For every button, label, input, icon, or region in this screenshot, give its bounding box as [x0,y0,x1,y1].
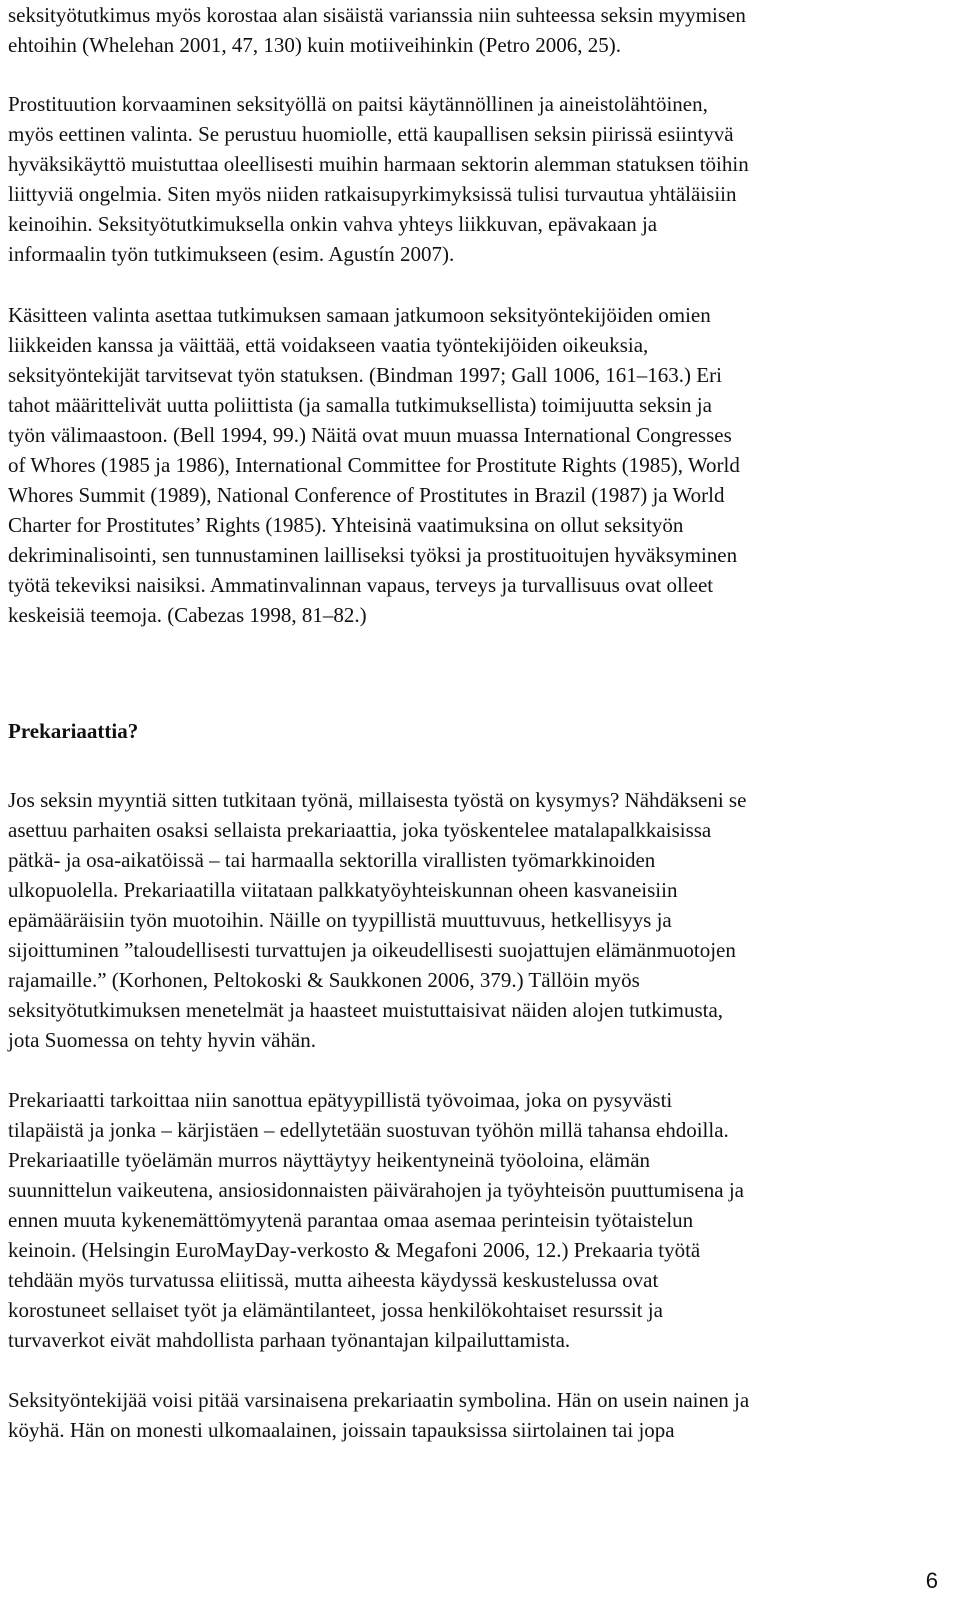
text-line: hyväksikäyttö muistuttaa oleellisesti muihin harmaan sektorin alemman statuksen töihin [8,152,749,176]
text-line: korostuneet sellaiset työt ja elämäntilanteet, jossa henkilökohtaiset resurssit ja [8,1298,663,1322]
text-line: jota Suomessa on tehty hyvin vähän. [8,1028,316,1052]
text-line: suunnittelun vaikeutena, ansiosidonnaisten päivärahojen ja työyhteisön puuttumisena ja [8,1178,745,1202]
text-line: työtä tekeviksi naisiksi. Ammatinvalinnan vapaus, terveys ja turvallisuus ovat olleet [8,573,714,597]
text-line: pätkä- ja osa-aikatöissä – tai harmaalla sektorilla virallisten työmarkkinoiden [8,848,656,872]
paragraph-5 [8,1085,938,1355]
paragraph-6 [8,1385,938,1445]
text-line: sijoittuminen ”taloudellisesti turvattujen ja oikeudellisesti suojattujen elämänmuotojen [8,938,736,962]
text-line: myös eettinen valinta. Se perustuu huomiolle, että kaupallisen seksin piirissä esiintyvä [8,122,734,146]
paragraph-4 [8,785,938,1055]
paragraph-2 [8,89,938,269]
text-line: informaalin työn tutkimukseen (esim. Agustín 2007). [8,242,455,266]
text-line: Charter for Prostitutes’ Rights (1985). Yhteisinä vaatimuksina on ollut seksityön [8,513,684,537]
paragraph-3 [8,300,938,630]
text-line: tahot määrittelivät uutta poliittista (ja samalla tutkimuksellista) toimijuutta seksin ja [8,393,712,417]
text-line: keinoihin. Seksityötutkimuksella onkin vahva yhteys liikkuvan, epävakaan ja [8,212,658,236]
text-line: keskeisiä teemoja. (Cabezas 1998, 81–82.) [8,603,367,627]
text-line: työn välimaastoon. (Bell 1994, 99.) Näitä ovat muun muassa International Congresses [8,423,732,447]
text-line: dekriminalisointi, sen tunnustaminen lailliseksi työksi ja prostituoitujen hyväksyminen [8,543,738,567]
text-line: tehdään myös turvatussa eliitissä, mutta aiheesta käydyssä keskustelussa ovat [8,1268,659,1292]
text-line: Jos seksin myyntiä sitten tutkitaan työnä, millaisesta työstä on kysymys? Nähdäkseni se [8,788,747,812]
text-line: ehtoihin (Whelehan 2001, 47, 130) kuin motiiveihinkin (Petro 2006, 25). [8,33,621,57]
text-line: Prekariaatille työelämän murros näyttäytyy heikentyneinä työoloina, elämän [8,1148,651,1172]
text-line: turvaverkot eivät mahdollista parhaan työnantajan kilpailuttamista. [8,1328,571,1352]
text-line: ulkopuolella. Prekariaatilla viitataan palkkatyöyhteiskunnan oheen kasvaneisiin [8,878,678,902]
text-line: Käsitteen valinta asettaa tutkimuksen samaan jatkumoon seksityöntekijöiden omien [8,303,711,327]
text-line: rajamaille.” (Korhonen, Peltokoski & Saukkonen 2006, 379.) Tällöin myös [8,968,640,992]
text-line: seksityötutkimuksen menetelmät ja haasteet muistuttaisivat näiden alojen tutkimusta, [8,998,724,1022]
text-line: asettuu parhaiten osaksi sellaista prekariaattia, joka työskentelee matalapalkkaisissa [8,818,712,842]
text-line: of Whores (1985 ja 1986), International Committee for Prostitute Rights (1985), World [8,453,740,477]
text-line: Prekariaatti tarkoittaa niin sanottua epätyypillistä työvoimaa, joka on pysyvästi [8,1088,673,1112]
section-heading: Prekariaattia? [8,719,139,743]
text-line: Prostituution korvaaminen seksityöllä on paitsi käytännöllinen ja aineistolähtöinen, [8,92,708,116]
text-line: liittyviä ongelmia. Siten myös niiden ratkaisupyrkimyksissä tulisi turvautua yhtäläisiin [8,182,737,206]
paragraph-1 [8,0,938,60]
text-line: seksityöntekijät tarvitsevat työn statuksen. (Bindman 1997; Gall 1006, 161–163.) Eri [8,363,722,387]
text-line: keinoin. (Helsingin EuroMayDay-verkosto & Megafoni 2006, 12.) Prekaaria työtä [8,1238,701,1262]
text-line: seksityötutkimus myös korostaa alan sisäistä varianssia niin suhteessa seksin myymisen [8,3,746,27]
text-line: liikkeiden kanssa ja väittää, että voidakseen vaatia työntekijöiden oikeuksia, [8,333,649,357]
text-line: Whores Summit (1989), National Conference of Prostitutes in Brazil (1987) ja World [8,483,725,507]
page-number: 6 [925,1568,938,1593]
text-line: tilapäistä ja jonka – kärjistäen – edellytetään suostuvan työhön millä tahansa ehdoilla. [8,1118,729,1142]
text-line: köyhä. Hän on monesti ulkomaalainen, joissain tapauksissa siirtolainen tai jopa [8,1418,675,1442]
text-line: epämääräisiin työn muotoihin. Näille on tyypillistä muuttuvuus, hetkellisyys ja [8,908,672,932]
text-line: Seksityöntekijää voisi pitää varsinaisena prekariaatin symbolina. Hän on usein nainen ja [8,1388,750,1412]
text-line: ennen muuta kykenemättömyytenä parantaa omaa asemaa perinteisin työtaistelun [8,1208,694,1232]
